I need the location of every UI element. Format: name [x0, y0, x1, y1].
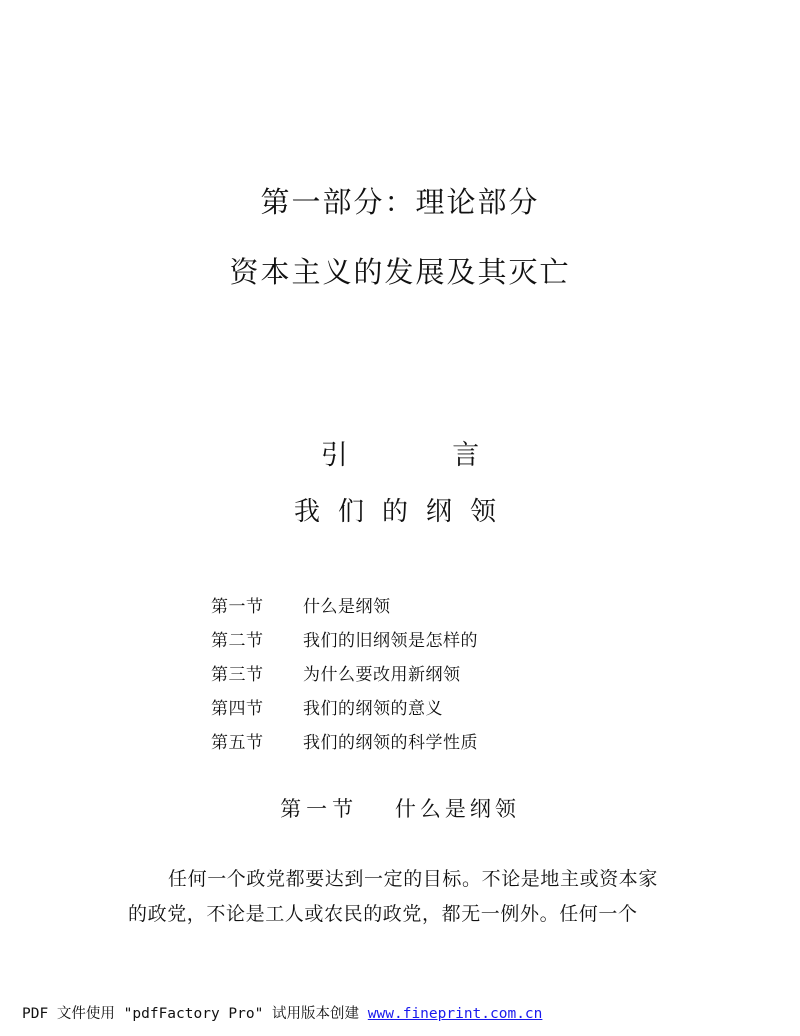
intro-heading — [0, 438, 800, 474]
footer-link[interactable]: www.fineprint.com.cn — [367, 1006, 543, 1022]
toc-item-number: 第三节 — [211, 665, 264, 685]
footer-text: PDF 文件使用 "pdfFactory Pro" 试用版本创建 — [22, 1006, 368, 1022]
section-heading-number: 第一节 — [280, 797, 359, 821]
toc-item — [211, 658, 611, 692]
toc-item-title: 为什么要改用新纲领 — [303, 665, 461, 685]
toc-item-number: 第二节 — [211, 631, 264, 651]
toc-item — [211, 726, 611, 760]
pdf-footer — [22, 1004, 542, 1024]
toc-item — [211, 590, 611, 624]
toc-item-number: 第四节 — [211, 699, 264, 719]
toc-item — [211, 692, 611, 726]
book-title: 资本主义的发展及其灭亡 — [229, 255, 571, 289]
section-heading — [0, 794, 800, 824]
toc-item-title: 我们的纲领的意义 — [303, 699, 443, 719]
toc-item-number: 第一节 — [211, 597, 264, 617]
toc-item-title: 我们的纲领的科学性质 — [303, 733, 478, 753]
toc-item-number: 第五节 — [211, 733, 264, 753]
toc-item — [211, 624, 611, 658]
program-title: 我们的纲领 — [293, 497, 514, 527]
intro-heading-second-char: 言 — [452, 440, 480, 471]
toc-item-title: 什么是纲领 — [303, 597, 391, 617]
part-title: 第一部分：理论部分 — [260, 185, 540, 219]
body-paragraph: 任何一个政党都要达到一定的目标。不论是地主或资本家的政党，不论是工人或农民的政党，都无一例外。任何一个 — [128, 868, 659, 925]
section-heading-title: 什么是纲领 — [394, 797, 520, 821]
intro-heading-first-char: 引 — [320, 440, 348, 471]
table-of-contents — [211, 590, 611, 760]
toc-item-title: 我们的旧纲领是怎样的 — [303, 631, 478, 651]
